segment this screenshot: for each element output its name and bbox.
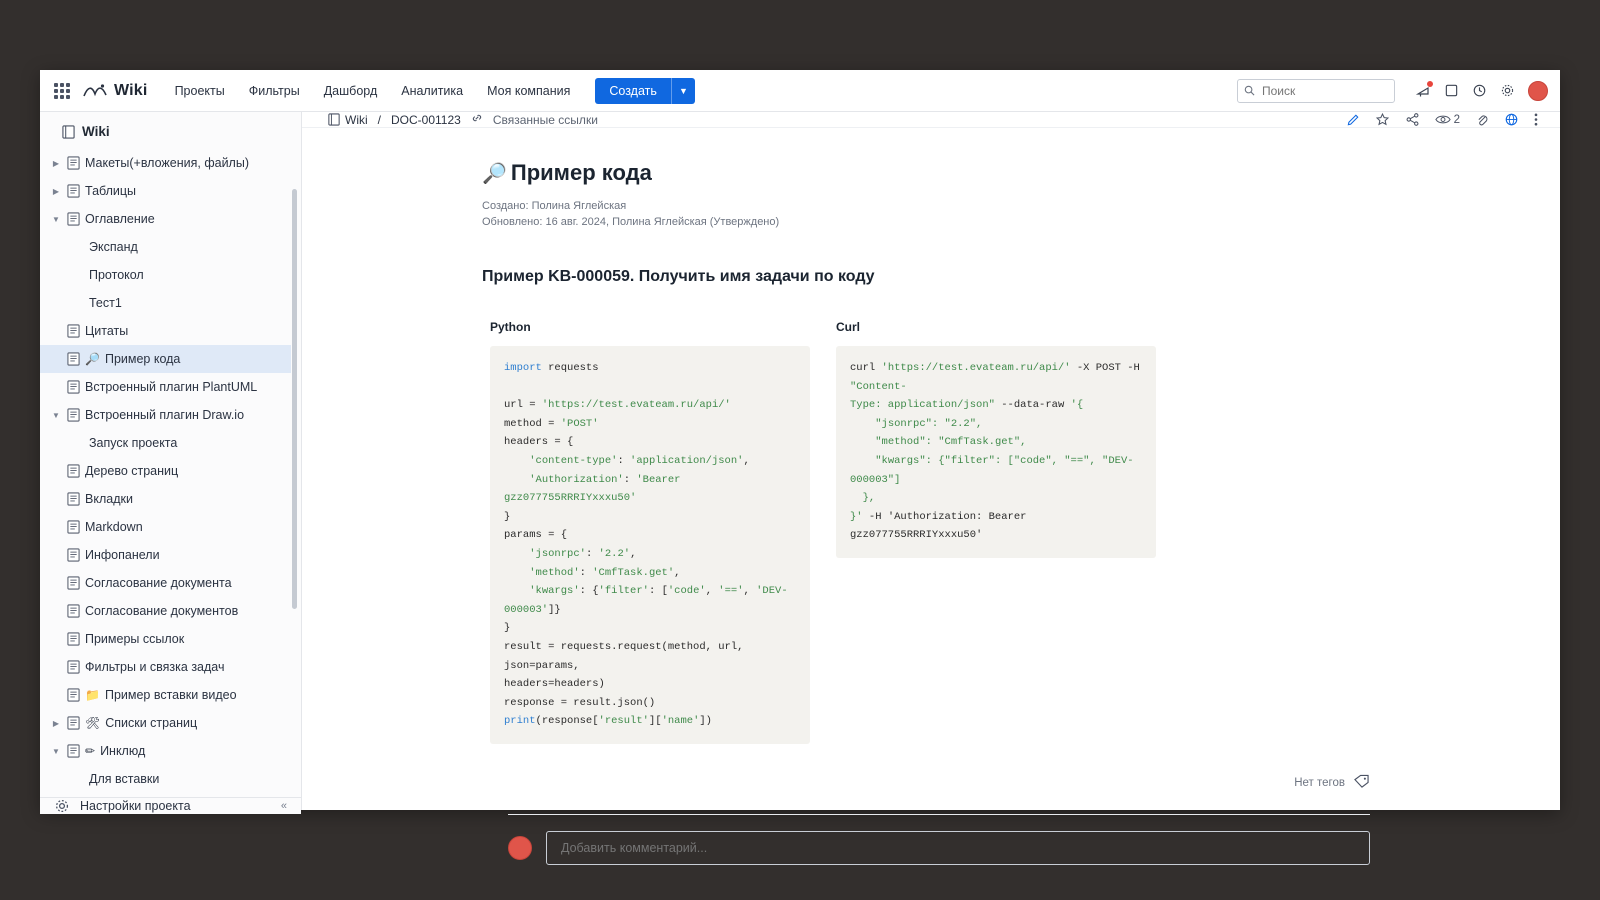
sidebar-tree-item-label: Встроенный плагин PlantUML [85,380,258,394]
created-line: Создано: Полина Яглейская [482,200,627,212]
page-doc-icon [67,576,80,590]
sidebar-tree-item-label: Согласование документа [85,576,232,590]
gear-icon[interactable] [1500,83,1515,98]
views-count-label: 2 [1453,113,1460,126]
comment-avatar [508,836,532,860]
code-line: curl 'https://test.evateam.ru/api/' -X POST -H "Content- [850,362,1147,393]
page-doc-icon [67,324,80,338]
main-body [40,112,1560,813]
code-example-curl [836,320,1156,744]
attachment-icon[interactable] [1475,113,1489,127]
sidebar-tree-item-label: Протокол [89,268,144,282]
page-doc-icon [67,352,80,366]
share-icon[interactable] [1405,112,1420,127]
sidebar-tree-item-label: Согласование документов [85,604,239,618]
comment-area [508,814,1370,865]
sidebar-tree-item[interactable] [40,541,291,569]
page-title [482,160,1470,186]
page-emoji-icon: ✏ [85,744,96,758]
search-box[interactable] [1237,79,1395,103]
notes-icon[interactable] [1444,83,1459,98]
sidebar-tree-item-label: Пример кода [104,352,181,366]
project-settings-label: Настройки проекта [80,799,191,813]
gear-icon [54,798,70,814]
sidebar-tree-item-label: Инклюд [100,744,146,758]
page-doc-icon [67,744,80,758]
create-button-group [595,78,695,104]
sidebar-tree-item-label: Таблицы [85,184,137,198]
page-title-text: Пример кода [510,160,652,185]
more-options-icon[interactable] [1534,112,1538,127]
section-heading: Пример KB-000059. Получить имя задачи по коду [482,268,875,285]
sidebar-tree-item[interactable] [40,177,291,205]
favorite-star-icon[interactable] [1375,112,1390,127]
comment-input-wrapper[interactable] [546,831,1370,865]
sidebar-tree-item[interactable] [40,429,291,457]
notification-badge [1427,81,1433,87]
chevron-down-icon[interactable]: ▼ [52,410,60,420]
sidebar-tree-item-label: Тест1 [89,296,122,310]
brand-title: Wiki [114,81,148,99]
code-examples [482,320,1470,744]
page-doc-icon [67,716,80,730]
top-navigation-bar [40,70,1560,112]
sidebar-tree-item-label: Цитаты [85,324,129,338]
page-doc-icon [67,548,80,562]
sidebar-tree-item-label: Встроенный плагин Draw.io [85,408,245,422]
sidebar-tree-item[interactable] [40,737,291,765]
code-line: } [504,510,511,523]
code-line: headers = { [504,436,574,449]
sidebar-tree-item[interactable] [40,653,291,681]
code-example-python [490,320,810,744]
content-area [302,112,1560,810]
sidebar-tree-item[interactable] [40,765,291,793]
code-line [504,378,796,397]
sidebar-tree-item-label: Фильтры и связка задач [85,660,225,674]
breadcrumb [302,112,1560,128]
sidebar-tree-item-label: Списки страниц [105,716,198,730]
sidebar-tree-item[interactable] [40,345,291,373]
sidebar-tree-item[interactable] [40,317,291,345]
nav-item-projects[interactable]: Проекты [174,83,225,98]
sidebar-tree-item-label: Markdown [85,520,143,534]
code-line: 'kwargs': {'filter': ['code', '==', 'DEV-000003']} [504,585,788,616]
magnifier-icon: 🔎 [482,162,507,185]
sidebar-tree-item-label: Макеты(+вложения, файлы) [85,156,249,170]
code-label-curl: Curl [836,320,860,334]
wiki-app-window [40,70,1560,813]
page-doc-icon [67,492,80,506]
code-line: response = result.json() [504,696,656,709]
tags-row [482,744,1470,792]
code-label-python: Python [490,320,531,334]
code-line: Type: application/json" --data-raw '{ [850,399,1084,412]
code-line: "jsonrpc": "2.2", [850,417,983,430]
page-doc-icon [67,380,80,394]
create-button[interactable]: Создать [595,78,671,104]
code-line: params = { [504,529,568,542]
code-line: 'jsonrpc': '2.2', [529,547,637,560]
sidebar [40,112,302,813]
nav-item-dashboard[interactable]: Дашборд [323,83,378,98]
code-line: 'content-type': 'application/json', [529,454,750,467]
sidebar-title-label: Wiki [82,124,110,139]
document-scroll-area [302,128,1560,865]
sidebar-title [40,112,301,149]
page-doc-icon [67,464,80,478]
sidebar-tree-item[interactable] [40,205,291,233]
sidebar-tree-item[interactable] [40,149,291,177]
sidebar-tree-item-label: Для вставки [89,772,160,786]
wiki-logo-icon[interactable] [82,80,108,102]
document-action-bar [1346,112,1538,127]
chevron-right-icon[interactable]: ▶ [52,718,60,728]
sidebar-item-project-settings[interactable] [40,797,301,814]
sidebar-tree-item-label: Экспанд [89,240,138,254]
chevron-down-icon[interactable]: ▼ [52,746,60,756]
sidebar-tree-item[interactable] [40,373,291,401]
chevron-down-icon[interactable]: ▼ [52,214,60,224]
sidebar-tree-item-label: Примеры ссылок [85,632,185,646]
sidebar-tree-item[interactable] [40,261,291,289]
sidebar-tree-item[interactable] [40,625,291,653]
updated-line: Обновлено: 16 авг. 2024, Полина Яглейская (Утверждено) [482,216,780,228]
code-line: import requests [504,362,599,374]
globe-icon[interactable] [1504,112,1519,127]
code-line: 'method': 'CmfTask.get', [529,566,681,579]
code-line: 'Authorization': 'Bearer gzz077755RRRIYxxxu50' [504,473,687,505]
sidebar-tree-item[interactable] [40,457,291,485]
page-doc-icon [67,688,80,702]
page-doc-icon [67,632,80,646]
sidebar-tree-item[interactable] [40,569,291,597]
breadcrumb-doc-code[interactable]: DOC-001123 [391,112,461,127]
sidebar-tree-item-label: Вкладки [85,492,133,506]
breadcrumb-root[interactable] [328,113,368,127]
sidebar-tree-item-label: Оглавление [85,212,155,226]
code-block-python[interactable] [490,346,810,744]
related-links-link[interactable]: Связанные ссылки [492,112,598,127]
code-line: } [504,622,511,635]
page-emoji-icon: 🛠 [85,716,101,730]
collapse-sidebar-icon[interactable]: « [280,800,287,812]
code-line: url = 'https://test.evateam.ru/api/' [504,399,731,412]
page-doc-icon [67,184,80,198]
sidebar-tree-item-label: Запуск проекта [89,436,178,450]
nav-item-my-company[interactable]: Моя компания [487,83,571,98]
page-doc-icon [67,660,80,674]
book-icon [328,113,340,126]
sidebar-tree-item[interactable] [40,597,291,625]
create-dropdown-caret-icon[interactable]: ▼ [671,78,695,104]
nav-item-analytics[interactable]: Аналитика [401,83,464,98]
sidebar-tree-item[interactable] [40,233,291,261]
edit-icon[interactable] [1346,113,1360,127]
code-line: }' -H 'Authorization: Bearer gzz077755RRRIYxxxu50' [850,510,1033,542]
history-icon[interactable] [1472,83,1487,98]
sidebar-tree-item-label: Инфопанели [85,548,160,562]
topbar-icons [1415,81,1548,101]
add-tag-icon[interactable] [1353,774,1370,792]
chevron-right-icon[interactable]: ▶ [52,186,60,196]
sidebar-tree-item[interactable] [40,401,291,429]
sidebar-tree-item[interactable] [40,485,291,513]
tags-label: Нет тегов [1294,776,1345,789]
sidebar-scrollbar-track[interactable] [294,155,299,791]
code-block-curl[interactable] [836,346,1156,558]
code-line: headers=headers) [504,678,605,691]
breadcrumb-separator: / [377,112,382,127]
page-tree [40,149,301,797]
page-emoji-icon: 🔎 [85,352,100,366]
chevron-right-icon[interactable]: ▶ [52,158,60,168]
page-doc-icon [67,156,80,170]
code-line: "method": "CmfTask.get", [850,436,1027,449]
nav-item-filters[interactable]: Фильтры [248,83,300,98]
apps-grid-icon[interactable] [52,81,72,101]
page-doc-icon [67,408,80,422]
code-line: }, [850,492,876,505]
code-line: result = requests.request(method, url, json=params, [504,640,750,672]
code-line: method = 'POST' [504,417,599,430]
views-counter[interactable] [1435,113,1460,126]
sidebar-scrollbar-thumb[interactable] [292,189,297,609]
comment-input[interactable] [559,840,1357,856]
sidebar-tree-item[interactable] [40,681,291,709]
sidebar-tree-item[interactable] [40,289,291,317]
copy-link-icon[interactable] [471,112,483,127]
page-doc-icon [67,520,80,534]
page-doc-icon [67,604,80,618]
sidebar-tree-item[interactable] [40,709,291,737]
page-doc-icon [67,212,80,226]
code-line: "kwargs": {"filter": ["code", "==", "DEV-000003"] [850,454,1134,486]
search-input[interactable] [1260,83,1388,99]
user-avatar[interactable] [1528,81,1548,101]
sidebar-tree-item-label: Дерево страниц [85,464,179,478]
sidebar-tree-item-label: Пример вставки видео [104,688,237,702]
book-icon [62,125,75,139]
document-meta [482,198,1470,230]
search-icon [1244,85,1255,96]
notifications-icon[interactable] [1415,83,1431,99]
sidebar-tree-item[interactable] [40,513,291,541]
page-emoji-icon: 📁 [85,688,100,702]
breadcrumb-root-label: Wiki [345,112,368,127]
code-line: print(response['result']['name']) [504,715,712,728]
